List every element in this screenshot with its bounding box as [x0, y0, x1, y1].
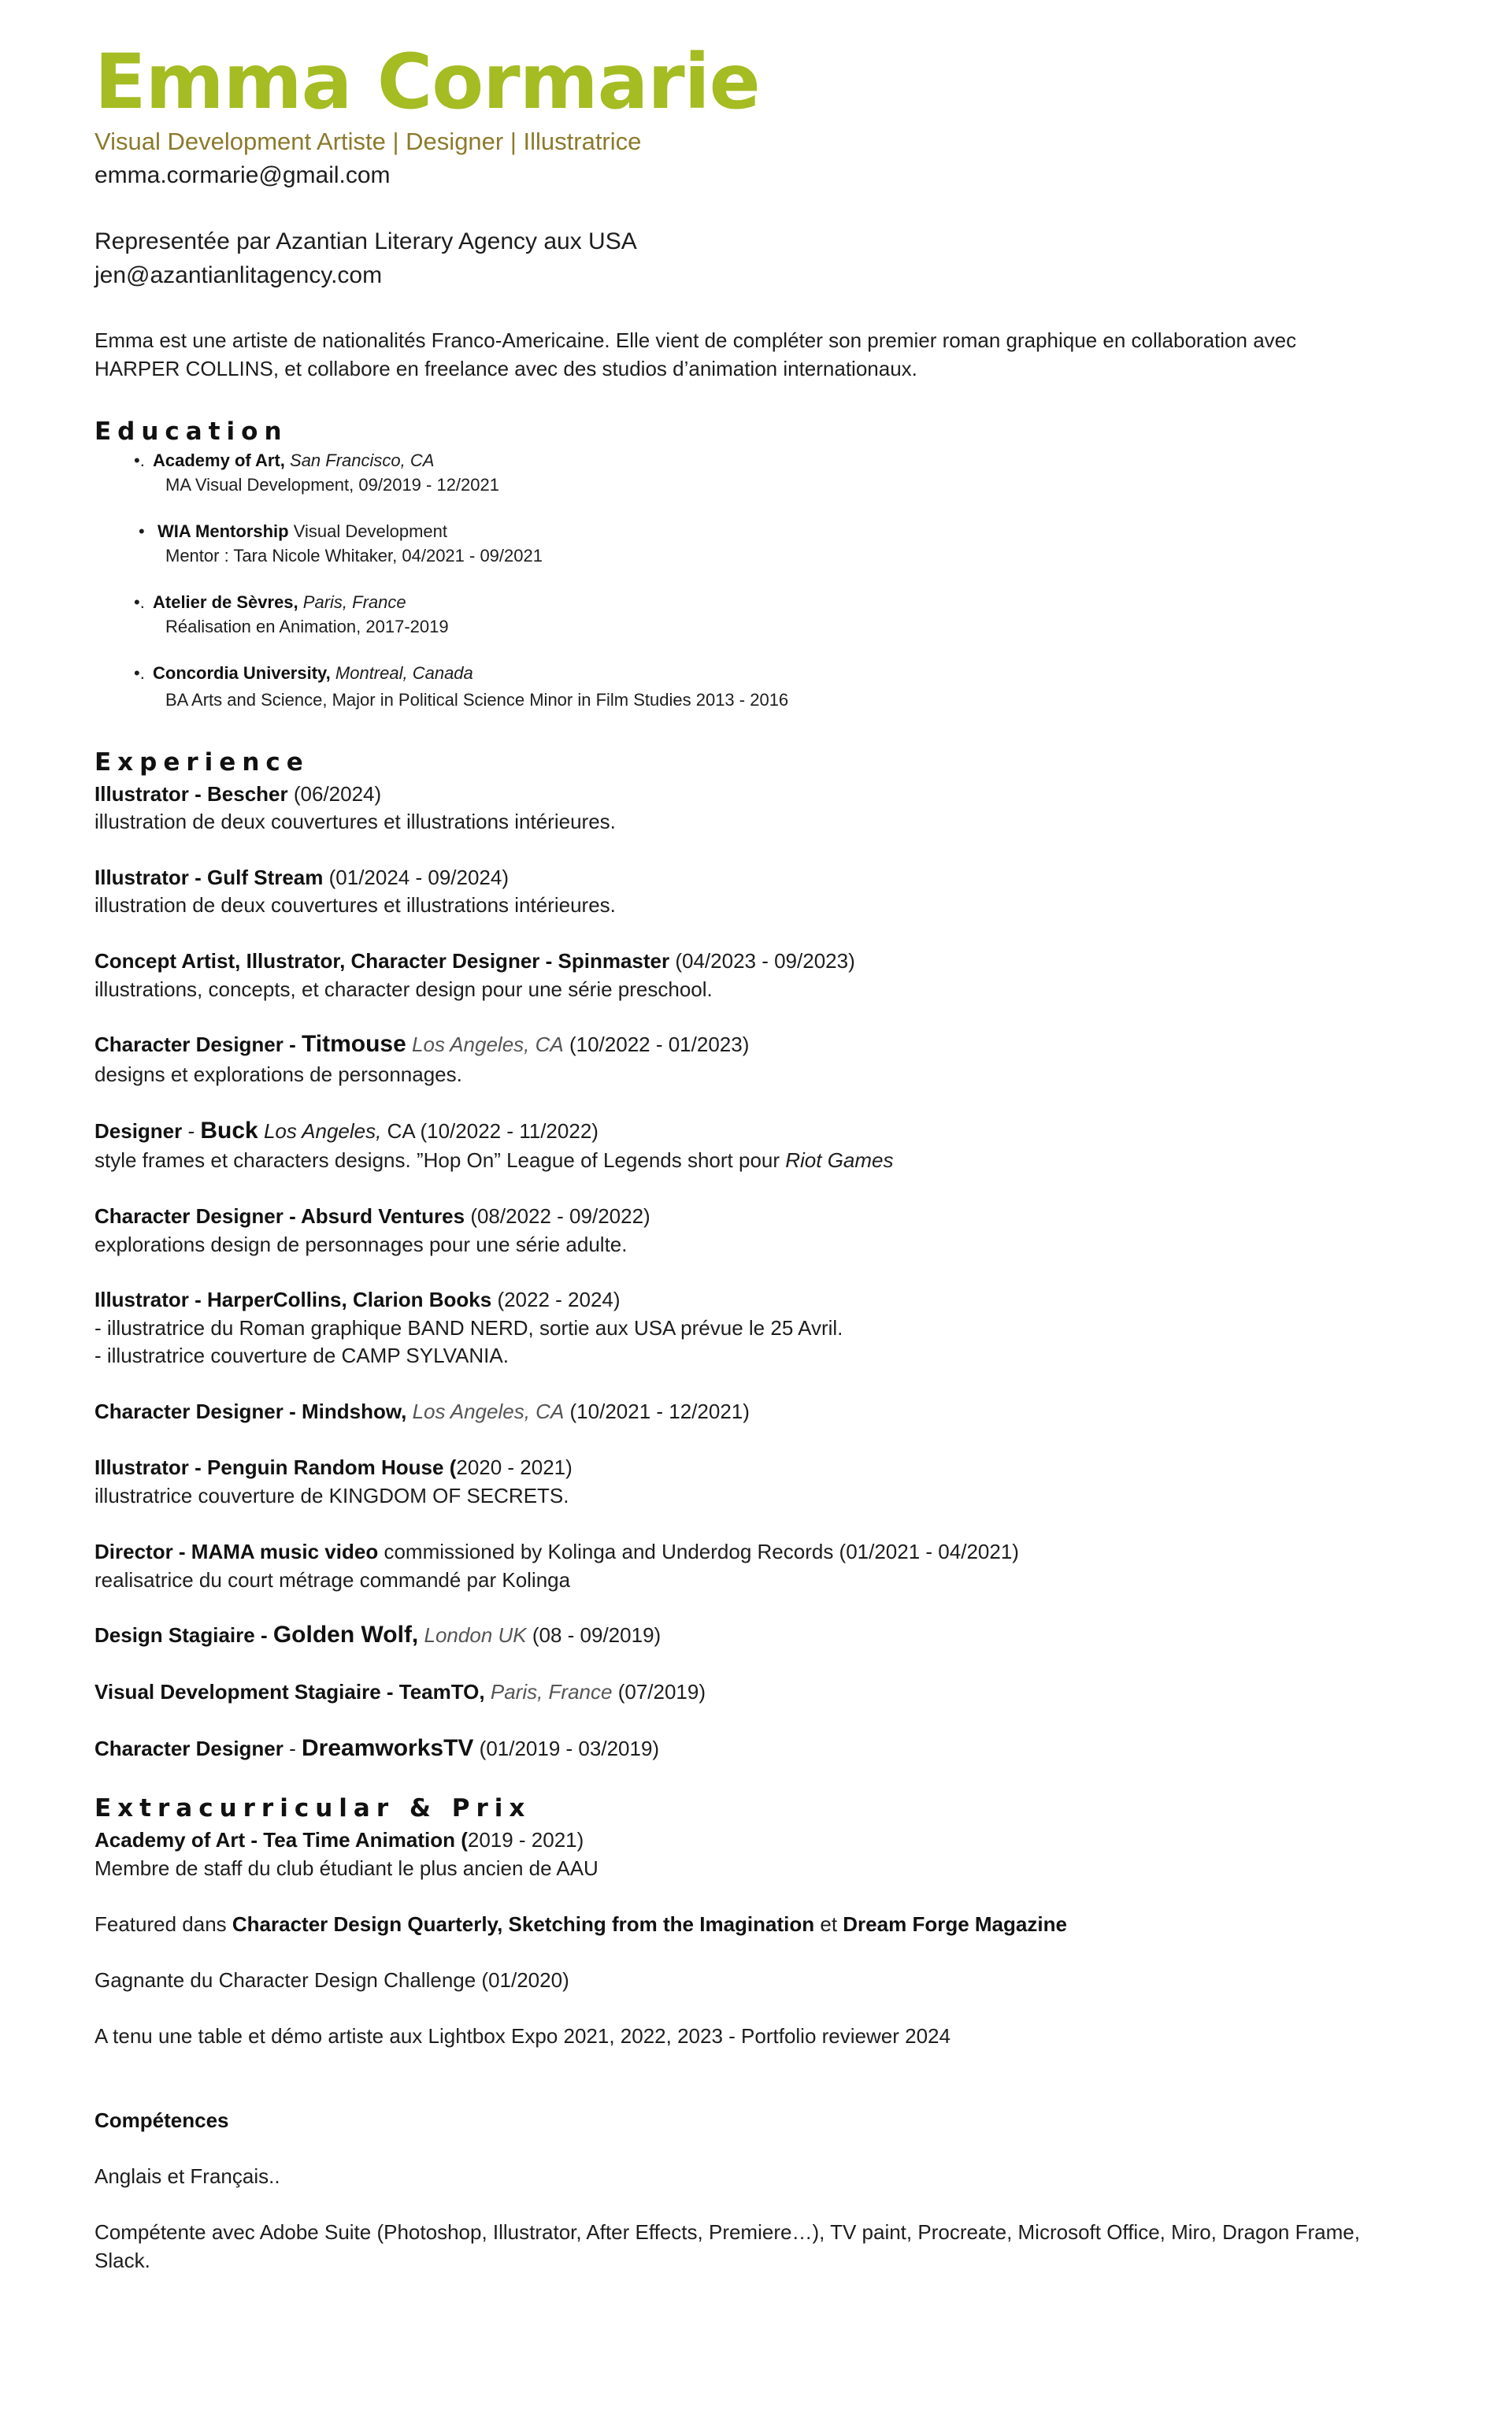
experience-title-2: Illustrator - Gulf Stream (01/2024 - 09/2024) — [94, 866, 510, 889]
experience-title-6: Character Designer - Absurd Ventures (08/2022 - 09/2022) — [94, 1204, 650, 1228]
program-name: Visual Development — [293, 521, 448, 541]
experience-desc-2: illustration de deux couvertures et illustrations intérieures. — [94, 893, 616, 917]
experience-title-3: Concept Artist, Illustrator, Character Designer - Spinmaster (04/2023 - 09/2023) — [94, 949, 855, 973]
experience-title-11: Design Stagiaire - Golden Wolf, London UK (08 - 09/2019) — [94, 1622, 662, 1648]
experience-desc-3: illustrations, concepts, et character design pour une série preschool. — [94, 977, 713, 1001]
education-item-4 — [134, 663, 473, 684]
school-name: Concordia University, — [153, 663, 331, 683]
experience-title-12: Visual Development Stagiaire - TeamTO, Paris, France (07/2019) — [94, 1680, 706, 1704]
education-detail-3: Réalisation en Animation, 2017-2019 — [165, 617, 449, 636]
lightbox-text: A tenu une table et démo artiste aux Lightbox Expo 2021, 2022, 2023 - Portfolio reviewer 2024 — [94, 2024, 951, 2048]
experience-desc-10: realisatrice du court métrage commandé par Kolinga — [94, 1568, 571, 1592]
school-name: Atelier de Sèvres, — [153, 592, 298, 612]
subtitle: Visual Development Artiste | Designer | Illustratrice — [94, 128, 642, 155]
experience-desc-7: - illustratrice du Roman graphique BAND NERD, sortie aux USA prévue le 25 Avril. — [94, 1316, 843, 1340]
aaa-title: Academy of Art - Tea Time Animation (2019 - 2021) — [94, 1828, 584, 1852]
experience-title-4: Character Designer - Titmouse Los Angeles, CA (10/2022 - 01/2023) — [94, 1031, 750, 1057]
education-detail-2: Mentor : Tara Nicole Whitaker, 04/2021 - 09/2021 — [165, 546, 543, 565]
agency-email-link[interactable]: jen@azantianlitagency.com — [94, 262, 383, 288]
bullet: •. — [134, 663, 145, 683]
challenge-text: Gagnante du Character Design Challenge (01/2020) — [94, 1968, 569, 1992]
languages-text: Anglais et Français.. — [94, 2164, 280, 2188]
bullet: •. — [134, 592, 145, 612]
bullet: •. — [134, 451, 145, 470]
experience-desc-1: illustration de deux couvertures et illustrations intérieures. — [94, 810, 616, 833]
education-item-1 — [134, 451, 434, 471]
experience-desc-7b: - illustratrice couverture de CAMP SYLVANIA. — [94, 1344, 509, 1367]
experience-desc-4: designs et explorations de personnages. — [94, 1062, 462, 1086]
school-name: WIA Mentorship — [158, 521, 289, 541]
featured-text: Featured dans Character Design Quarterly, Sketching from the Imagination et Dream Forge Magazine — [94, 1912, 1067, 1936]
extracurricular-heading: Extracurricular & Prix — [94, 1794, 532, 1823]
experience-desc-6: explorations design de personnages pour une série adulte. — [94, 1233, 628, 1256]
education-item-3 — [134, 592, 406, 613]
experience-desc-5: style frames et characters designs. ”Hop On” League of Legends short pour Riot Games — [94, 1148, 894, 1172]
bio-line-2: HARPER COLLINS, et collabore en freelance avec des studios d’animation internationaux. — [94, 357, 917, 380]
email-link[interactable]: emma.cormarie@gmail.com — [94, 162, 391, 188]
school-location: Montreal, Canada — [335, 663, 473, 683]
school-location: Paris, France — [302, 592, 406, 612]
experience-desc-9: illustratrice couverture de KINGDOM OF SECRETS. — [94, 1484, 569, 1507]
name-title: Emma Cormarie — [94, 38, 760, 126]
education-detail-4: BA Arts and Science, Major in Political Science Minor in Film Studies 2013 - 2016 — [165, 690, 789, 710]
experience-title-5: Designer - Buck Los Angeles, CA (10/2022 - 11/2022) — [94, 1118, 598, 1144]
bio-line-1: Emma est une artiste de nationalités Franco-Americaine. Elle vient de compléter son premier roman graphique en collaboration avec — [94, 328, 1297, 352]
school-location: San Francisco, CA — [290, 451, 435, 470]
software-line-2: Slack. — [94, 2249, 150, 2272]
school-name: Academy of Art, — [153, 451, 285, 470]
aaa-desc: Membre de staff du club étudiant le plus ancien de AAU — [94, 1856, 598, 1880]
education-heading: Education — [94, 417, 288, 446]
education-item-2 — [139, 521, 447, 542]
education-detail-1: MA Visual Development, 09/2019 - 12/2021 — [165, 475, 499, 495]
experience-heading: Experience — [94, 748, 309, 777]
experience-title-13: Character Designer - DreamworksTV (01/2019 - 03/2019) — [94, 1735, 660, 1761]
software-line-1: Compétente avec Adobe Suite (Photoshop, Illustrator, After Effects, Premiere…), TV paint, Procreate, Microsoft Office, Miro, Dragon Frame, — [94, 2220, 1360, 2244]
experience-title-10: Director - MAMA music video commissioned by Kolinga and Underdog Records (01/2021 - 04/2021) — [94, 1540, 1019, 1563]
experience-title-9: Illustrator - Penguin Random House (2020 - 2021) — [94, 1455, 573, 1479]
experience-title-1: Illustrator - Bescher (06/2024) — [94, 782, 382, 806]
experience-title-7: Illustrator - HarperCollins, Clarion Books (2022 - 2024) — [94, 1288, 621, 1311]
skills-heading: Compétences — [94, 2108, 229, 2132]
agency-text: Representée par Azantian Literary Agency aux USA — [94, 228, 637, 254]
experience-title-8: Character Designer - Mindshow, Los Angeles, CA (10/2021 - 12/2021) — [94, 1400, 750, 1423]
bullet: • — [139, 521, 145, 541]
